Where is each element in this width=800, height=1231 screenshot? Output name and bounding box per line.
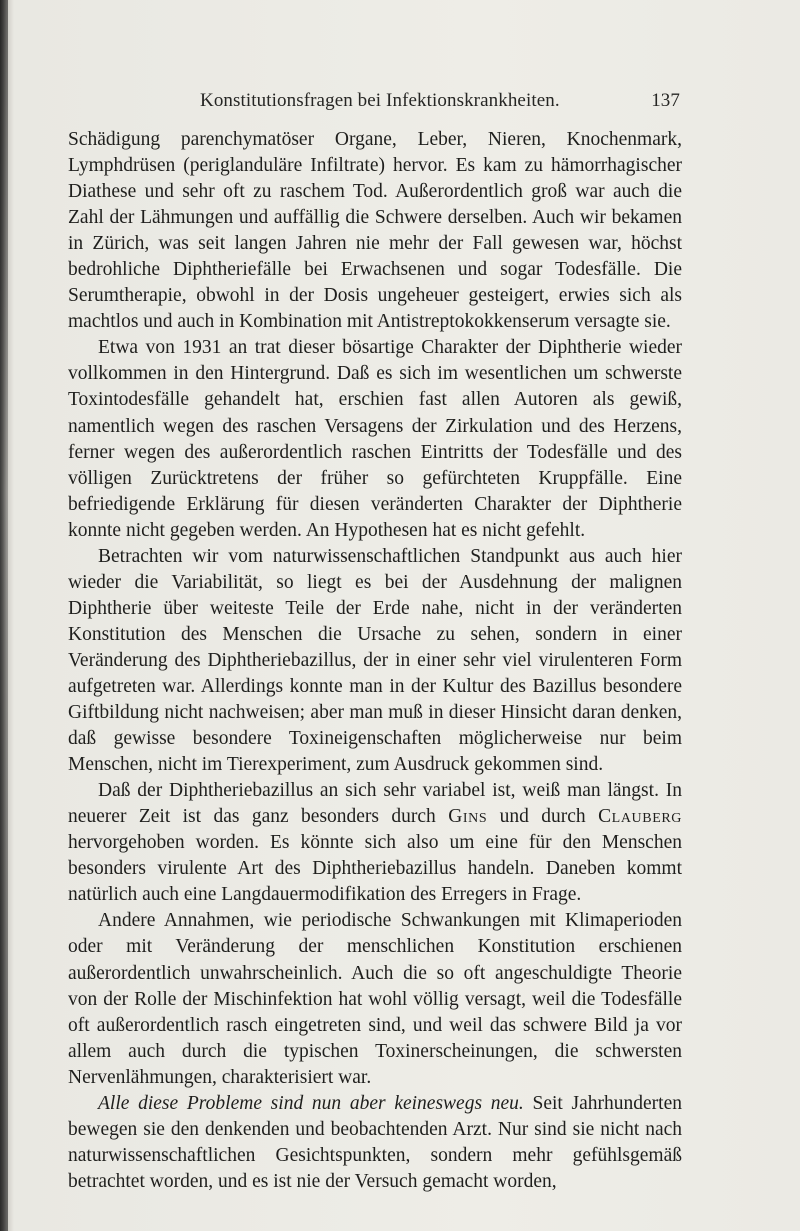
emphasized-text: Alle diese Probleme sind nun aber keineswegs neu. — [98, 1092, 524, 1114]
paragraph — [68, 335, 682, 543]
body-text — [68, 127, 682, 1195]
paragraph-text: Etwa von 1931 an trat dieser bösartige Charakter der Diphtherie wieder vollkommen in den Hintergrund. Daß es sich im wesentlichen um schwerste Toxintodesfälle gehandelt hat, erschien fast allen Autoren als gewiß, namentlich wegen des raschen Versagens der Zirkulation und des Herzens, ferner wegen des außerordentlich raschen Eintritts der Todesfälle und des völligen Zurücktretens der früher so gefürchteten Kruppfälle. Eine befriedigende Erklärung für diesen veränderten Charakter der Diphtherie konnte nicht gegeben werden. An Hypothesen hat es nicht gefehlt. — [68, 337, 682, 541]
paragraph-text: und durch — [487, 806, 599, 828]
paragraph-text: Seit Jahrhunderten bewegen sie den denkenden und beobachtenden Arzt. Nur sind sie nicht nach naturwissenschaftlichen Gesichtspunkten, sondern mehr gefühlsgemäß betrachtet worden, und es ist nie der Versuch gemacht worden, — [68, 1092, 682, 1192]
paragraph — [68, 908, 682, 1090]
paragraph — [68, 1091, 682, 1195]
paragraph-text: hervorgehoben worden. Es könnte sich also um eine für den Menschen besonders virulente Art des Diphtheriebazillus handeln. Daneben kommt natürlich auch eine Langdauermodifikation des Erregers in Frage. — [68, 832, 682, 906]
paragraph — [68, 544, 682, 778]
paragraph — [68, 127, 682, 335]
binding-shadow — [0, 0, 8, 1231]
author-name: Gins — [448, 806, 488, 828]
page-number: 137 — [651, 90, 680, 111]
paragraph-text: Schädigung parenchymatöser Organe, Leber, Nieren, Knochenmark, Lymphdrüsen (periglanduläre Infiltrate) hervor. Es kam zu hämorrhagischer Diathese und sehr oft zu raschem Tod. Außerordentlich groß war auch die Zahl der Lähmungen und auffällig die Schwere derselben. Auch wir bekamen in Zürich, was seit langen Jahren nie mehr der Fall gewesen war, höchst bedrohliche Diphtheriefälle bei Erwachsenen und sogar Todesfälle. Die Serumtherapie, obwohl in der Dosis ungeheuer gesteigert, erwies sich als machtlos und auch in Kombination mit Antistreptokokkenserum versagte sie. — [68, 129, 682, 333]
paragraph — [68, 778, 682, 908]
paragraph-text: Daß der Diphtheriebazillus an sich sehr variabel ist, weiß man längst. In neuerer Zeit ist das ganz besonders durch — [68, 780, 682, 828]
running-head-title: Konstitutionsfragen bei Infektionskrankheiten. — [200, 90, 560, 111]
paragraph-text: Andere Annahmen, wie periodische Schwankungen mit Klimaperioden oder mit Veränderung der menschlichen Konstitution erschienen außerordentlich unwahrscheinlich. Auch die so oft angeschuldigte Theorie von der Rolle der Mischinfektion hat wohl völlig versagt, weil die Todesfälle oft außerordentlich rasch eingetreten sind, und weil das schwere Bild ja vor allem auch durch die typischen Toxinerscheinungen, die schwersten Nervenlähmungen, charakterisiert war. — [68, 910, 682, 1088]
author-name: Clauberg — [598, 806, 682, 828]
paragraph-text: Betrachten wir vom naturwissenschaftlichen Standpunkt aus auch hier wieder die Variabilität, so liegt es bei der Ausdehnung der malignen Diphtherie über weiteste Teile der Erde nahe, nicht in der veränderten Konstitution des Menschen die Ursache zu sehen, sondern in einer Veränderung des Diphtheriebazillus, der in einer sehr viel virulenteren Form aufgetreten war. Allerdings konnte man in der Kultur des Bazillus besondere Giftbildung nicht nachweisen; aber man muß in dieser Hinsicht daran denken, daß gewisse besondere Toxineigenschaften möglicherweise nur beim Menschen, nicht im Tierexperiment, zum Ausdruck gekommen sind. — [68, 545, 682, 776]
